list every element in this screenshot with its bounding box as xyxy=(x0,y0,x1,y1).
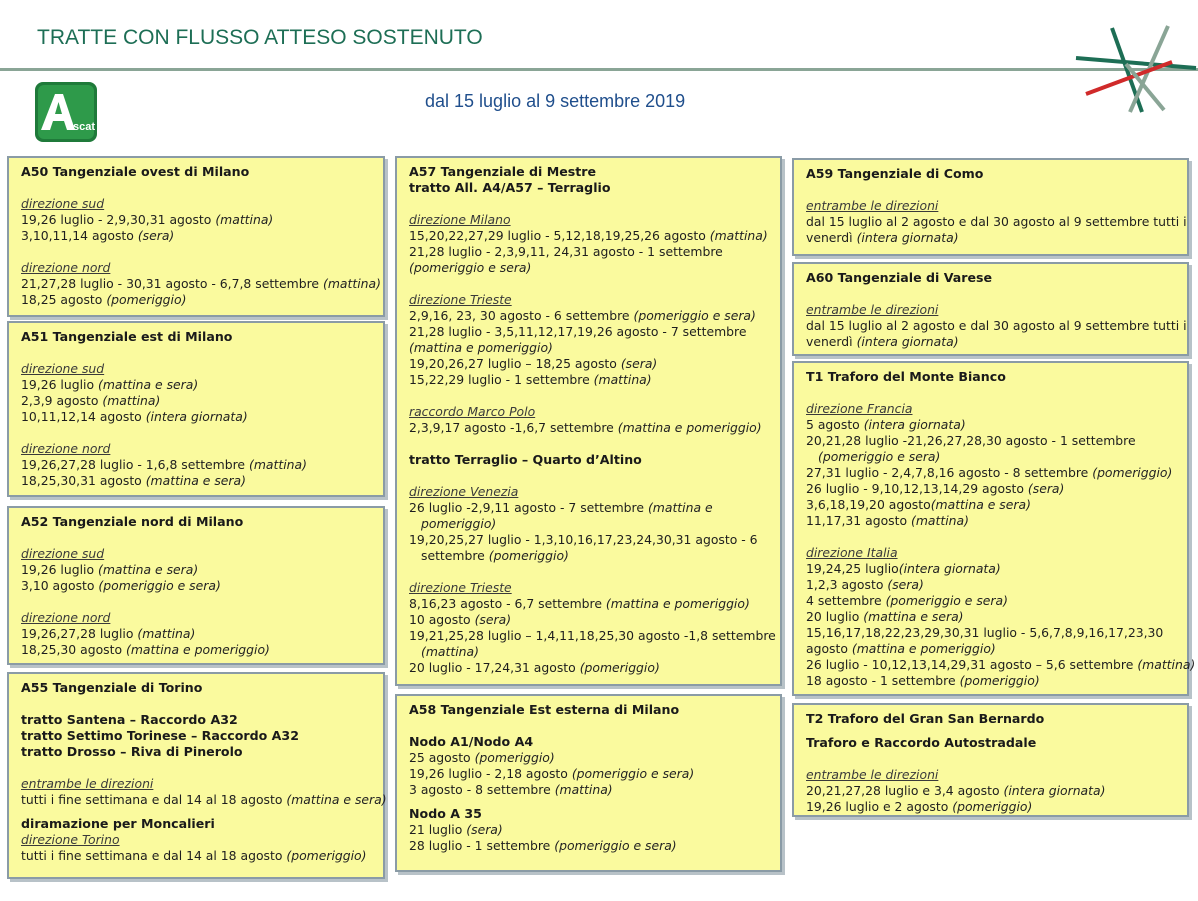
card-title: T1 Traforo del Monte Bianco xyxy=(806,369,1006,384)
card-a58 xyxy=(395,694,782,872)
title-divider xyxy=(0,68,1198,71)
schedule-line: pomeriggio) xyxy=(421,516,497,531)
section-title: tratto Settimo Torinese – Raccordo A32 xyxy=(21,728,299,743)
schedule-line: (pomeriggio e sera) xyxy=(409,260,532,275)
direction-label: direzione Francia xyxy=(806,401,913,416)
schedule-line: 2,3,9,17 agosto -1,6,7 settembre (mattina e pomeriggio) xyxy=(409,420,762,435)
card-title: A50 Tangenziale ovest di Milano xyxy=(21,164,250,179)
card-a59 xyxy=(792,158,1189,256)
direction-label: entrambe le direzioni xyxy=(806,767,939,782)
schedule-line: 15,16,17,18,22,23,29,30,31 luglio - 5,6,7,8,9,16,17,23,30 xyxy=(806,625,1164,640)
direction-label: direzione sud xyxy=(21,361,105,376)
schedule-line: 15,22,29 luglio - 1 settembre (mattina) xyxy=(409,372,652,387)
schedule-line: dal 15 luglio al 2 agosto e dal 30 agosto al 9 settembre tutti i xyxy=(806,318,1187,333)
card-subtitle: Traforo e Raccordo Autostradale xyxy=(806,735,1037,750)
schedule-line: 19,26 luglio - 2,18 agosto (pomeriggio e sera) xyxy=(409,766,695,781)
schedule-line: 3,6,18,19,20 agosto(mattina e sera) xyxy=(806,497,1031,512)
schedule-line: 19,21,25,28 luglio – 1,4,11,18,25,30 agosto -1,8 settembre xyxy=(409,628,776,643)
direction-label: direzione sud xyxy=(21,546,105,561)
card-title: A55 Tangenziale di Torino xyxy=(21,680,203,695)
schedule-line: 26 luglio -2,9,11 agosto - 7 settembre (mattina e xyxy=(409,500,713,515)
card-title: A59 Tangenziale di Como xyxy=(806,166,984,181)
direction-label: entrambe le direzioni xyxy=(806,302,939,317)
card-title: T2 Traforo del Gran San Bernardo xyxy=(806,711,1045,726)
schedule-line: 28 luglio - 1 settembre (pomeriggio e sera) xyxy=(409,838,677,853)
schedule-line: 21 luglio (sera) xyxy=(409,822,503,837)
schedule-line: 3,10 agosto (pomeriggio e sera) xyxy=(21,578,221,593)
schedule-line: 21,28 luglio - 2,3,9,11, 24,31 agosto - 1 settembre xyxy=(409,244,723,259)
schedule-line: 10,11,12,14 agosto (intera giornata) xyxy=(21,409,248,424)
direction-label: direzione nord xyxy=(21,260,111,275)
schedule-line: 20 luglio - 17,24,31 agosto (pomeriggio) xyxy=(409,660,660,675)
schedule-line: 19,26,27,28 luglio (mattina) xyxy=(21,626,196,641)
direction-label: raccordo Marco Polo xyxy=(409,404,536,419)
card-a55 xyxy=(7,672,385,879)
schedule-line: 1,2,3 agosto (sera) xyxy=(806,577,924,592)
schedule-line: 21,27,28 luglio - 30,31 agosto - 6,7,8 settembre (mattina) xyxy=(21,276,381,291)
section-title: tratto Terraglio – Quarto d’Altino xyxy=(409,452,642,467)
schedule-line: 19,26 luglio e 2 agosto (pomeriggio) xyxy=(806,799,1033,814)
card-title: A51 Tangenziale est di Milano xyxy=(21,329,233,344)
direction-label: direzione Trieste xyxy=(409,292,512,307)
schedule-line: 25 agosto (pomeriggio) xyxy=(409,750,555,765)
direction-label: direzione Milano xyxy=(409,212,511,227)
schedule-line: 5 agosto (intera giornata) xyxy=(806,417,966,432)
schedule-line: 4 settembre (pomeriggio e sera) xyxy=(806,593,1008,608)
schedule-line: 21,28 luglio - 3,5,11,12,17,19,26 agosto - 7 settembre xyxy=(409,324,747,339)
schedule-line: 26 luglio - 9,10,12,13,14,29 agosto (sera) xyxy=(806,481,1065,496)
date-range: dal 15 luglio al 9 settembre 2019 xyxy=(425,91,686,111)
schedule-line: 8,16,23 agosto - 6,7 settembre (mattina e pomeriggio) xyxy=(409,596,750,611)
schedule-line: 20,21,27,28 luglio e 3,4 agosto (intera giornata) xyxy=(806,783,1106,798)
schedule-line: agosto (mattina e pomeriggio) xyxy=(806,641,996,656)
card-title: A52 Tangenziale nord di Milano xyxy=(21,514,244,529)
schedule-line: 19,26 luglio (mattina e sera) xyxy=(21,562,199,577)
schedule-line: 19,26,27,28 luglio - 1,6,8 settembre (mattina) xyxy=(21,457,307,472)
card-title: A60 Tangenziale di Varese xyxy=(806,270,993,285)
section-title: tratto Santena – Raccordo A32 xyxy=(21,712,238,727)
schedule-line: 15,20,22,27,29 luglio - 5,12,18,19,25,26 agosto (mattina) xyxy=(409,228,768,243)
card-a50 xyxy=(7,156,385,317)
schedule-line: (mattina e pomeriggio) xyxy=(409,340,553,355)
schedule-line: 19,20,25,27 luglio - 1,3,10,16,17,23,24,30,31 agosto - 6 xyxy=(409,532,758,547)
schedule-line: tutti i fine settimana e dal 14 al 18 agosto (mattina e sera) xyxy=(21,792,387,807)
direction-label: direzione Torino xyxy=(21,832,120,847)
schedule-line: 19,20,26,27 luglio – 18,25 agosto (sera) xyxy=(409,356,658,371)
schedule-line: dal 15 luglio al 2 agosto e dal 30 agosto al 9 settembre tutti i xyxy=(806,214,1187,229)
card-title: A58 Tangenziale Est esterna di Milano xyxy=(409,702,680,717)
schedule-line: 19,26 luglio (mattina e sera) xyxy=(21,377,199,392)
schedule-line: settembre (pomeriggio) xyxy=(421,548,569,563)
brand-star-icon xyxy=(1068,24,1198,120)
direction-label: entrambe le direzioni xyxy=(806,198,939,213)
schedule-line: 18,25,30 agosto (mattina e pomeriggio) xyxy=(21,642,270,657)
schedule-line: 11,17,31 agosto (mattina) xyxy=(806,513,969,528)
direction-label: direzione sud xyxy=(21,196,105,211)
schedule-line: 26 luglio - 10,12,13,14,29,31 agosto – 5,6 settembre (mattina) xyxy=(806,657,1196,672)
schedule-line: 19,26 luglio - 2,9,30,31 agosto (mattina) xyxy=(21,212,274,227)
direction-label: direzione Venezia xyxy=(409,484,519,499)
card-subtitle: tratto All. A4/A57 – Terraglio xyxy=(409,180,611,195)
schedule-line: 18,25,30,31 agosto (mattina e sera) xyxy=(21,473,246,488)
card-t1 xyxy=(792,361,1196,696)
schedule-line: 20 luglio (mattina e sera) xyxy=(806,609,964,624)
schedule-line: venerdì (intera giornata) xyxy=(806,230,959,245)
schedule-line: (mattina) xyxy=(421,644,479,659)
schedule-line: venerdì (intera giornata) xyxy=(806,334,959,349)
direction-label: direzione Trieste xyxy=(409,580,512,595)
card-a57 xyxy=(395,156,782,686)
schedule-line: 2,3,9 agosto (mattina) xyxy=(21,393,161,408)
card-a51 xyxy=(7,321,385,497)
section-title: tratto Drosso – Riva di Pinerolo xyxy=(21,744,243,759)
direction-label: direzione nord xyxy=(21,441,111,456)
section-title: Nodo A1/Nodo A4 xyxy=(409,734,534,749)
schedule-line: tutti i fine settimana e dal 14 al 18 agosto (pomeriggio) xyxy=(21,848,367,863)
card-a52 xyxy=(7,506,385,665)
schedule-line: 27,31 luglio - 2,4,7,8,16 agosto - 8 settembre (pomeriggio) xyxy=(806,465,1173,480)
svg-text:iscat: iscat xyxy=(70,121,96,133)
direction-label: direzione nord xyxy=(21,610,111,625)
schedule-line: (pomeriggio e sera) xyxy=(818,449,941,464)
direction-label: direzione Italia xyxy=(806,545,898,560)
page-title: TRATTE CON FLUSSO ATTESO SOSTENUTO xyxy=(37,26,483,49)
schedule-line: 18,25 agosto (pomeriggio) xyxy=(21,292,187,307)
schedule-line: 19,24,25 luglio(intera giornata) xyxy=(806,561,1001,576)
schedule-line: 20,21,28 luglio -21,26,27,28,30 agosto - 1 settembre xyxy=(806,433,1136,448)
card-t2 xyxy=(792,703,1189,817)
schedule-line: 3 agosto - 8 settembre (mattina) xyxy=(409,782,613,797)
schedule-line: 2,9,16, 23, 30 agosto - 6 settembre (pomeriggio e sera) xyxy=(409,308,756,323)
schedule-line: 10 agosto (sera) xyxy=(409,612,512,627)
section-title: Nodo A 35 xyxy=(409,806,482,821)
section-title: diramazione per Moncalieri xyxy=(21,816,215,831)
aiscat-logo xyxy=(33,80,99,144)
card-a60 xyxy=(792,262,1189,356)
card-title: A57 Tangenziale di Mestre xyxy=(409,164,597,179)
direction-label: entrambe le direzioni xyxy=(21,776,154,791)
schedule-line: 18 agosto - 1 settembre (pomeriggio) xyxy=(806,673,1040,688)
schedule-line: 3,10,11,14 agosto (sera) xyxy=(21,228,175,243)
